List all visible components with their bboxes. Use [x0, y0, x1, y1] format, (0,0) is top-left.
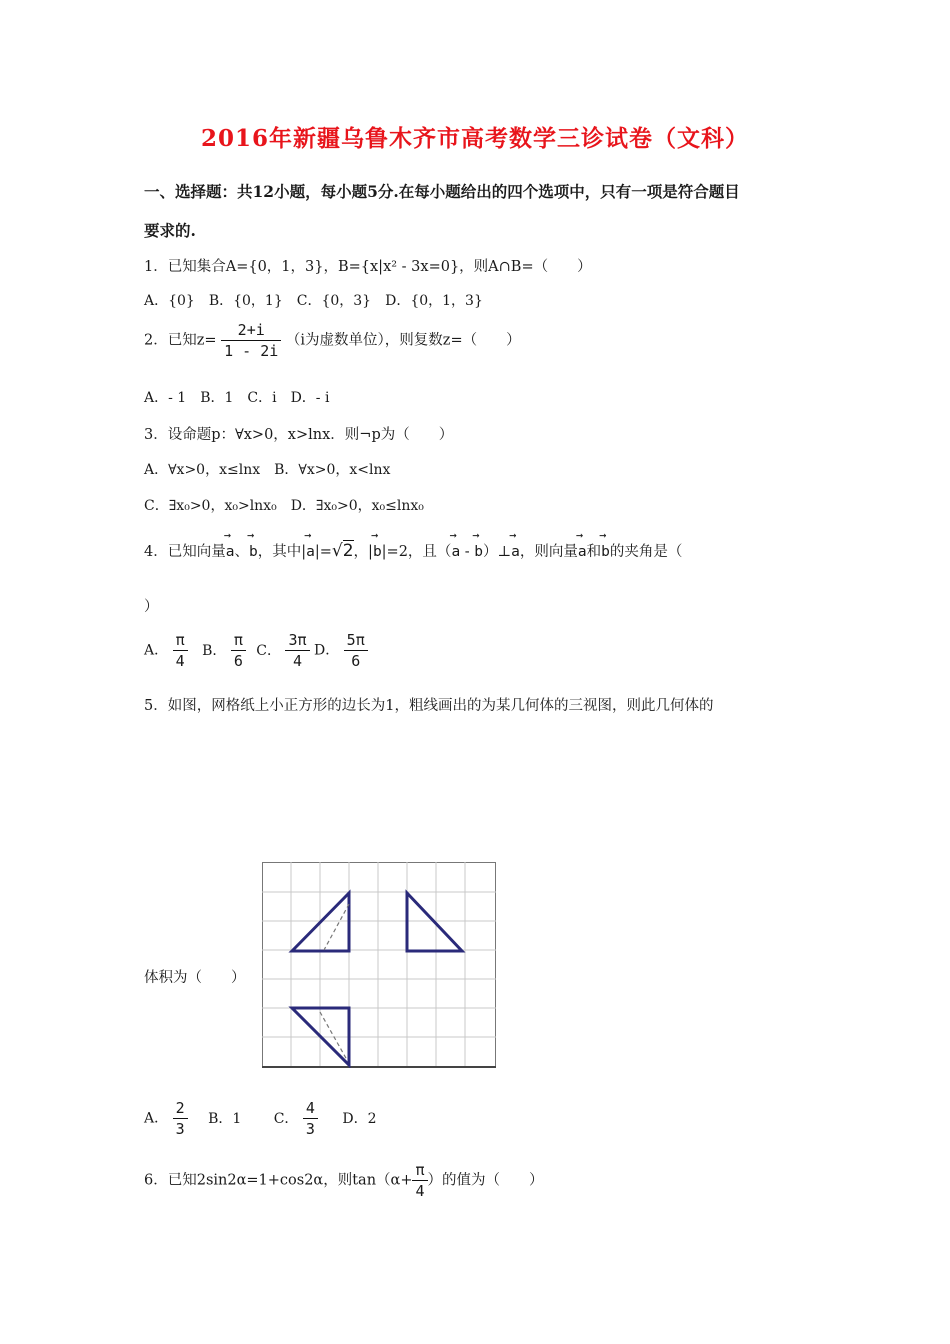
frac-den: 6 — [351, 652, 361, 670]
frac-den: 3 — [305, 1120, 315, 1138]
q2-stem — [144, 320, 521, 361]
option-a-fraction — [173, 630, 188, 671]
frac-num: π — [231, 630, 246, 651]
q6-stem — [144, 1160, 544, 1201]
vector-a: → a — [511, 540, 520, 560]
q4-stem — [144, 540, 682, 561]
q6-stem-pre: 6．已知2sin2α=1+cos2α，则tan（α+ — [144, 1172, 413, 1189]
vector-b: → b — [373, 540, 382, 560]
q4-text: ）⊥ — [483, 544, 512, 560]
option-a-fraction — [173, 1098, 188, 1139]
q4-text: ，| — [353, 544, 373, 560]
q3-stem: 3．设命题p：∀x>0，x>lnx．则¬p为（ ） — [144, 427, 454, 443]
option-b-fraction — [231, 630, 246, 671]
q4-close-paren: ） — [144, 599, 159, 615]
q2-stem-pre: 2．已知z= — [144, 332, 217, 349]
vector-b: → b — [249, 540, 258, 560]
q1-stem: 1．已知集合A={0，1，3}，B={x|x² - 3x=0}，则A∩B=（ ） — [144, 259, 592, 275]
three-view-diagram — [262, 862, 496, 1068]
q2-fraction — [221, 320, 281, 361]
option-c-fraction — [303, 1098, 318, 1139]
vector-a: → a — [306, 540, 315, 560]
frac-num: π — [412, 1160, 427, 1181]
option-label-b: B． — [202, 642, 227, 659]
frac-num: 3π — [285, 630, 309, 651]
option-c-fraction — [285, 630, 309, 671]
option-d-fraction — [344, 630, 368, 671]
q3-options-cd: C．∃x₀>0，x₀>lnx₀ D．∃x₀>0，x₀≤lnx₀ — [144, 498, 424, 514]
section-heading-line2: 要求的. — [144, 221, 196, 240]
q6-stem-post: ）的值为（ ） — [427, 1172, 544, 1189]
q4-text: - — [460, 544, 475, 560]
q4-text: |= — [314, 544, 332, 560]
q4-text: 、 — [234, 544, 249, 560]
vector-a: → a — [451, 540, 460, 560]
frac-den: 3 — [175, 1120, 185, 1138]
option-label-c: C． — [256, 642, 282, 659]
frac-num: 4 — [303, 1098, 318, 1119]
q4-text: 4．已知向量 — [144, 544, 226, 560]
q2-frac-den: 1 - 2i — [224, 342, 279, 360]
q1-options: A．{0} B．{0，1} C．{0，3} D．{0，1，3} — [144, 293, 483, 309]
q4-text: ，则向量 — [519, 544, 578, 560]
q5-stem-cont: 体积为（ ） — [144, 970, 246, 986]
option-b: B．1 — [208, 1110, 242, 1127]
q5-stem: 5．如图，网格纸上小正方形的边长为1，粗线画出的为某几何体的三视图，则此几何体的 — [144, 698, 714, 714]
option-label-a: A． — [144, 642, 169, 659]
q4-text: ，其中| — [257, 544, 307, 560]
vector-a: → a — [578, 540, 587, 560]
frac-num: 2 — [173, 1098, 188, 1119]
vector-b: → b — [474, 540, 483, 560]
q3-options-ab: A．∀x>0，x≤lnx B．∀x>0，x<lnx — [144, 462, 391, 478]
page-title: 2016年新疆乌鲁木齐市高考数学三诊试卷（文科） — [200, 125, 749, 152]
frac-den: 4 — [175, 652, 185, 670]
q4-options — [144, 630, 368, 671]
q6-fraction — [412, 1160, 427, 1201]
sqrt-icon: √2 — [331, 541, 354, 561]
option-label-c: C． — [273, 1110, 299, 1127]
option-label-d: D． — [313, 642, 340, 659]
sqrt-value: 2 — [342, 541, 354, 561]
frac-den: 4 — [415, 1182, 425, 1200]
vector-a: → a — [226, 540, 235, 560]
frac-den: 4 — [292, 652, 303, 670]
grid-figure — [262, 862, 496, 1068]
option-d: D．2 — [342, 1110, 377, 1127]
q2-options: A．- 1 B．1 C．i D．- i — [144, 390, 330, 406]
frac-num: 5π — [344, 630, 368, 651]
option-label-a: A． — [144, 1110, 169, 1127]
frac-den: 6 — [233, 652, 243, 670]
q4-text: 的夹角是（ — [609, 544, 683, 560]
q2-frac-num: 2+i — [221, 320, 281, 341]
q4-text: |=2，且（ — [381, 544, 452, 560]
section-heading-line1: 一、选择题：共12小题，每小题5分.在每小题给出的四个选项中，只有一项是符合题目 — [144, 182, 740, 201]
q5-options — [144, 1098, 377, 1139]
vector-b: → b — [601, 540, 610, 560]
q2-stem-post: （i为虚数单位），则复数z=（ ） — [285, 332, 521, 349]
q4-text: 和 — [586, 544, 602, 560]
frac-num: π — [173, 630, 188, 651]
